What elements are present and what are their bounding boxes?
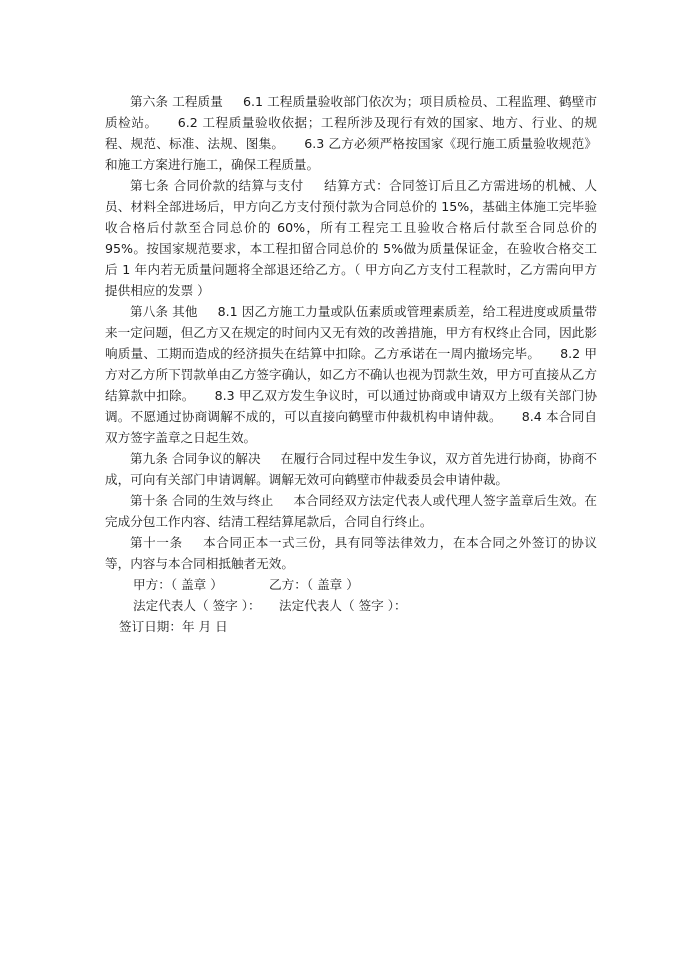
clause-7-heading: 第七条 合同价款的结算与支付 — [130, 178, 304, 193]
clause-6-item-1: 6.1 工程质量验收部门依次为；项目质检员、工程监理、鹤壁市质检站。 — [105, 94, 597, 130]
clause-8-item-3: 8.3 甲乙双方发生争议时，可以通过协商或申请双方上级有关部门协调。不愿通过协商调解不成的，可以直接向鹤壁市仲裁机构申请仲裁。 — [105, 388, 597, 424]
clause-8-item-1: 8.1 因乙方施工力量或队伍素质或管理素质差，给工程进度或质量带来一定问题，但乙方又在规定的时间内又无有效的改善措施，甲方有权终止合同，因此影响质量、工期而造成的经济损失在结算中扣除。乙方承诺在一周内撤场完毕。 — [105, 304, 597, 361]
clause-6 — [105, 91, 597, 175]
signing-date-label: 签订日期：年 月 日 — [119, 619, 228, 634]
clause-7 — [105, 175, 597, 301]
party-b-seal: 乙方：（ 盖章 ） — [269, 577, 359, 592]
clause-7-item-1: 结算方式：合同签订后且乙方需进场的机械、人员、材料全部进场后，甲方向乙方支付预付款为合同总价的 15%，基础主体施工完毕验收合格后付款至合同总价的 60%，所有工程完工且验收合格后付款至合同总价的 95%。按国家规范要求，本工程扣留合同总价的 5%做为质量保证金，在验收合格交工后 1 年内若无质量问题将全部退还给乙方。（ 甲方向乙方支付工程款时，乙方需向甲方提供相应的发票 ） — [105, 178, 597, 298]
clause-6-heading: 第六条 工程质量 — [130, 94, 223, 109]
clause-8-item-4: 8.4 本合同自双方签字盖章之日起生效。 — [105, 409, 597, 445]
clause-8-heading: 第八条 其他 — [130, 304, 198, 319]
clause-9-item-1: 在履行合同过程中发生争议，双方首先进行协商，协商不成，可向有关部门申请调解。调解无效可向鹤壁市仲裁委员会申请仲裁。 — [105, 451, 597, 487]
clause-9-heading: 第九条 合同争议的解决 — [130, 451, 261, 466]
clause-8-item-2: 8.2 甲方对乙方所下罚款单由乙方签字确认，如乙方不确认也视为罚款生效，甲方可直接从乙方结算款中扣除。 — [105, 346, 597, 403]
clause-11-heading: 第十一条 — [130, 535, 183, 550]
clause-10 — [105, 490, 597, 532]
clause-6-item-3: 6.3 乙方必须严格按国家《现行施工质量验收规范》和施工方案进行施工，确保工程质量。 — [105, 136, 597, 172]
clause-6-item-2: 6.2 工程质量验收依据；工程所涉及现行有效的国家、地方、行业、的规程、规范、标准、法规、图集。 — [105, 115, 597, 151]
party-b-representative: 法定代表人（ 签字 ）： — [279, 598, 407, 613]
signature-reps-row — [105, 595, 597, 616]
party-a-representative: 法定代表人（ 签字 ）： — [133, 598, 261, 613]
clause-9 — [105, 448, 597, 490]
clause-11-item-1: 本合同正本一式三份，具有同等法律效力，在本合同之外签订的协议等，内容与本合同相抵触者无效。 — [105, 535, 598, 571]
clause-8 — [105, 301, 597, 448]
clause-11 — [105, 532, 597, 574]
party-a-seal: 甲方：（ 盖章 ） — [133, 577, 223, 592]
signing-date — [105, 616, 597, 637]
clause-10-item-1: 本合同经双方法定代表人或代理人签字盖章后生效。在完成分包工作内容、结清工程结算尾款后，合同自行终止。 — [105, 493, 598, 529]
signature-parties-row — [105, 574, 597, 595]
signature-block — [105, 574, 597, 637]
clause-10-heading: 第十条 合同的生效与终止 — [130, 493, 274, 508]
contract-page — [105, 91, 597, 637]
